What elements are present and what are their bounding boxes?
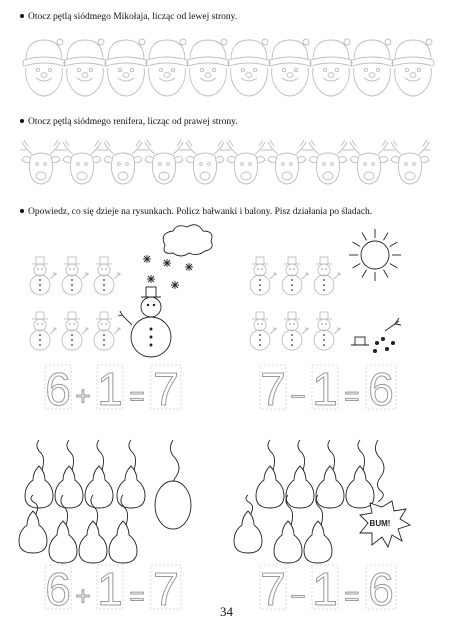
equation-snow-right <box>260 363 410 413</box>
balloon-icon <box>286 440 314 508</box>
instruction-reindeer <box>20 116 238 128</box>
reindeer-icon <box>225 140 267 184</box>
snowman-icon <box>62 312 89 350</box>
trace-symbol: = <box>129 581 145 611</box>
trace-symbol: − <box>290 581 306 611</box>
balloon-icon <box>85 440 113 508</box>
reindeer-icon <box>20 140 62 184</box>
reindeer-icon <box>102 140 144 184</box>
reindeer-icon <box>184 140 226 184</box>
snowman-icon <box>30 257 57 295</box>
balloons-left-picture <box>15 435 225 565</box>
trace-symbol: = <box>344 581 360 611</box>
sun-icon <box>349 229 401 281</box>
santa-icon <box>23 39 65 96</box>
balloons-right-picture <box>230 435 440 565</box>
instruction-text: Opowiedz, co się dzieje na rysunkach. Policz bałwanki i balony. Pisz działania po śladach. <box>28 207 373 217</box>
trace-digit: 6 <box>368 363 394 415</box>
santa-icon <box>105 39 147 96</box>
santa-icon <box>187 39 229 96</box>
balloon-icon <box>316 440 344 508</box>
snowman-icon <box>94 257 121 295</box>
balloon-icon <box>346 440 374 508</box>
trace-digit: 6 <box>45 563 71 615</box>
balloon-icon <box>256 440 284 508</box>
reindeer-icon <box>307 140 349 184</box>
reindeer-icon <box>348 140 390 184</box>
santa-icon <box>64 39 106 96</box>
trace-symbol: + <box>75 581 91 611</box>
snowman-icon <box>314 257 341 295</box>
santa-icon <box>392 39 434 96</box>
trace-digit: 1 <box>97 363 123 415</box>
snowman-icon <box>250 312 277 350</box>
trace-symbol: = <box>129 381 145 411</box>
trace-digit: 7 <box>153 363 179 415</box>
snowmen-left-picture <box>15 225 225 365</box>
trace-digit: 7 <box>260 563 286 615</box>
snowman-icon <box>62 257 89 295</box>
big-snowman-icon <box>118 287 171 357</box>
santa-icon <box>351 39 393 96</box>
bullet-icon <box>20 14 24 18</box>
trace-symbol: − <box>290 381 306 411</box>
round-balloon-icon <box>155 440 191 529</box>
page-number: 34 <box>220 604 233 619</box>
reindeer-icon <box>61 140 103 184</box>
snowman-icon <box>30 312 57 350</box>
trace-symbol: + <box>75 381 91 411</box>
santa-icon <box>310 39 352 96</box>
snowman-icon <box>282 257 309 295</box>
reindeer-icon <box>143 140 185 184</box>
reindeer-icon <box>266 140 308 184</box>
reindeer-row <box>0 138 453 198</box>
balloon-icon <box>25 440 53 508</box>
snowflakes-icon <box>143 255 193 289</box>
snowman-icon <box>282 312 309 350</box>
santa-icon <box>228 39 270 96</box>
bullet-icon <box>20 209 24 213</box>
trace-symbol: = <box>344 381 360 411</box>
snowman-icon <box>250 257 277 295</box>
snowman-icon <box>314 312 341 350</box>
trace-digit: 7 <box>153 563 179 615</box>
balloon-icon <box>55 440 83 508</box>
trace-digit: 6 <box>368 563 394 615</box>
melted-snowman-icon <box>351 318 401 353</box>
instruction-count <box>20 206 372 218</box>
trace-digit: 1 <box>312 563 338 615</box>
cloud-icon <box>163 225 212 256</box>
trace-digit: 1 <box>312 363 338 415</box>
reindeer-icon <box>389 140 431 184</box>
bullet-icon <box>20 119 24 123</box>
santa-icon <box>146 39 188 96</box>
instruction-text: Otocz pętlą siódmego Mikołaja, licząc od lewej strony. <box>28 12 238 22</box>
instruction-santa <box>20 11 237 23</box>
santa-icon <box>269 39 311 96</box>
equation-snow-left <box>45 363 195 413</box>
snowman-icon <box>94 312 121 350</box>
bum-label: BUM! <box>369 519 391 528</box>
instruction-text: Otocz pętlą siódmego renifera, licząc od prawej strony. <box>28 117 238 127</box>
santa-row <box>0 38 453 98</box>
trace-digit: 6 <box>45 363 71 415</box>
snowmen-right-picture <box>235 225 445 365</box>
trace-digit: 7 <box>260 363 286 415</box>
trace-digit: 1 <box>97 563 123 615</box>
